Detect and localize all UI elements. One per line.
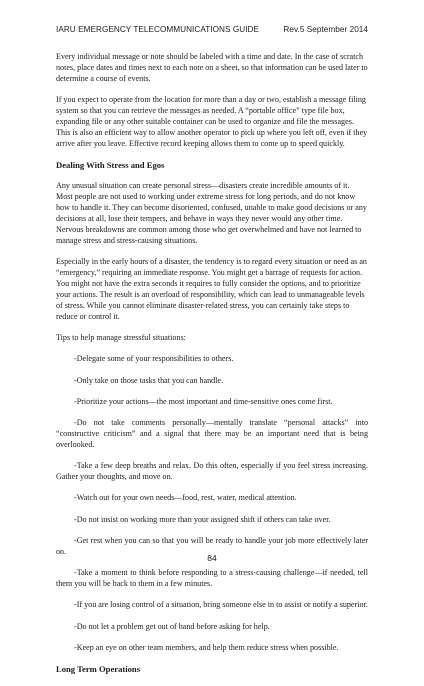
paragraph-message-filing: If you expect to operate from the location for more than a day or two, establish a message filing system so that you can retrieve the messages as needed. A “portable office” type file box, expanding file or any other suitable container can be used to organize and file the messages. This is also an efficient way to allow another operator to pick up where you left off, even if they arrive after you leave. Effective record keeping allows them to come up to speed quickly. [56,95,368,148]
tip-item: -If you are losing control of a situation, bring someone else in to assist or notify a superior. [74,600,368,610]
tip-item: -Delegate some of your responsibilities to others. [74,354,234,364]
page-header [56,25,368,34]
tip-item: -Prioritize your actions—the most important and time-sensitive ones come first. [74,396,333,406]
tip-item: -Keep an eye on other team members, and help them reduce stress when possible. [74,643,339,653]
heading-long-term-operations: Long Term Operations [56,664,141,675]
tips-intro: Tips to help manage stressful situations: [56,332,186,342]
tip-item: -Do not let a problem get out of hand before asking for help. [74,621,270,631]
heading-stress-and-egos: Dealing With Stress and Egos [56,160,165,171]
tip-item: -Do not insist on working more than your assigned shift if others can take over. [74,514,331,524]
paragraph-message-labeling: Every individual message or note should be labeled with a time and date. In the case of scratch notes, place dates and times next to each note on a sheet, so that information can be used later to determine a course of events. [56,52,368,83]
tip-item: -Take a moment to think before responding to a stress-causing challenge—if needed, tell them you will be back to them in a few minutes. [56,568,368,589]
paragraph-stress-intro: Any unusual situation can create personal stress—disasters create incredible amounts of it. Most people are not used to working under extreme stress for long periods, and do not know how to handle it. They can become disoriented, confused, unable to make good decisions or any decisions at all, lose their tempers, and behave in ways they never would any other time. Nervous breakdowns are common among those who get overwhelmed and have not learned to manage stress and stress-causing situations. [56,181,367,245]
tip-item: -Do not take comments personally—mentally translate “personal attacks” into “constructive criticism” and a signal that there may be an important need that is being overlooked. [56,418,368,449]
page-content [56,52,368,686]
tip-item: -Get rest when you can so that you will be ready to handle your job more effectively later on. [56,536,368,556]
tips-list [56,354,368,654]
tip-item: -Watch out for your own needs—food, rest, water, medical attention. [74,493,297,503]
header-revision: Rev.5 September 2014 [283,25,368,34]
tip-item: -Take a few deep breaths and relax. Do this often, especially if you feel stress increasing. Gather your thoughts, and move on. [56,461,368,482]
tip-item: -Only take on those tasks that you can handle. [74,375,224,385]
page-number: 84 [207,553,217,563]
header-title: IARU EMERGENCY TELECOMMUNICATIONS GUIDE [56,25,260,34]
paragraph-stress-emergency: Especially in the early hours of a disaster, the tendency is to regard every situation or need as an “emergency,” requiring an immediate response. You might get a barrage of requests for action. You might not have the extra seconds it requires to fully consider the options, and to prioritize your actions. The result is an overload of responsibility, which can lead to unmanageable levels of stress. While you cannot eliminate disaster-related stress, you can certainly take steps to reduce or control it. [56,257,367,321]
